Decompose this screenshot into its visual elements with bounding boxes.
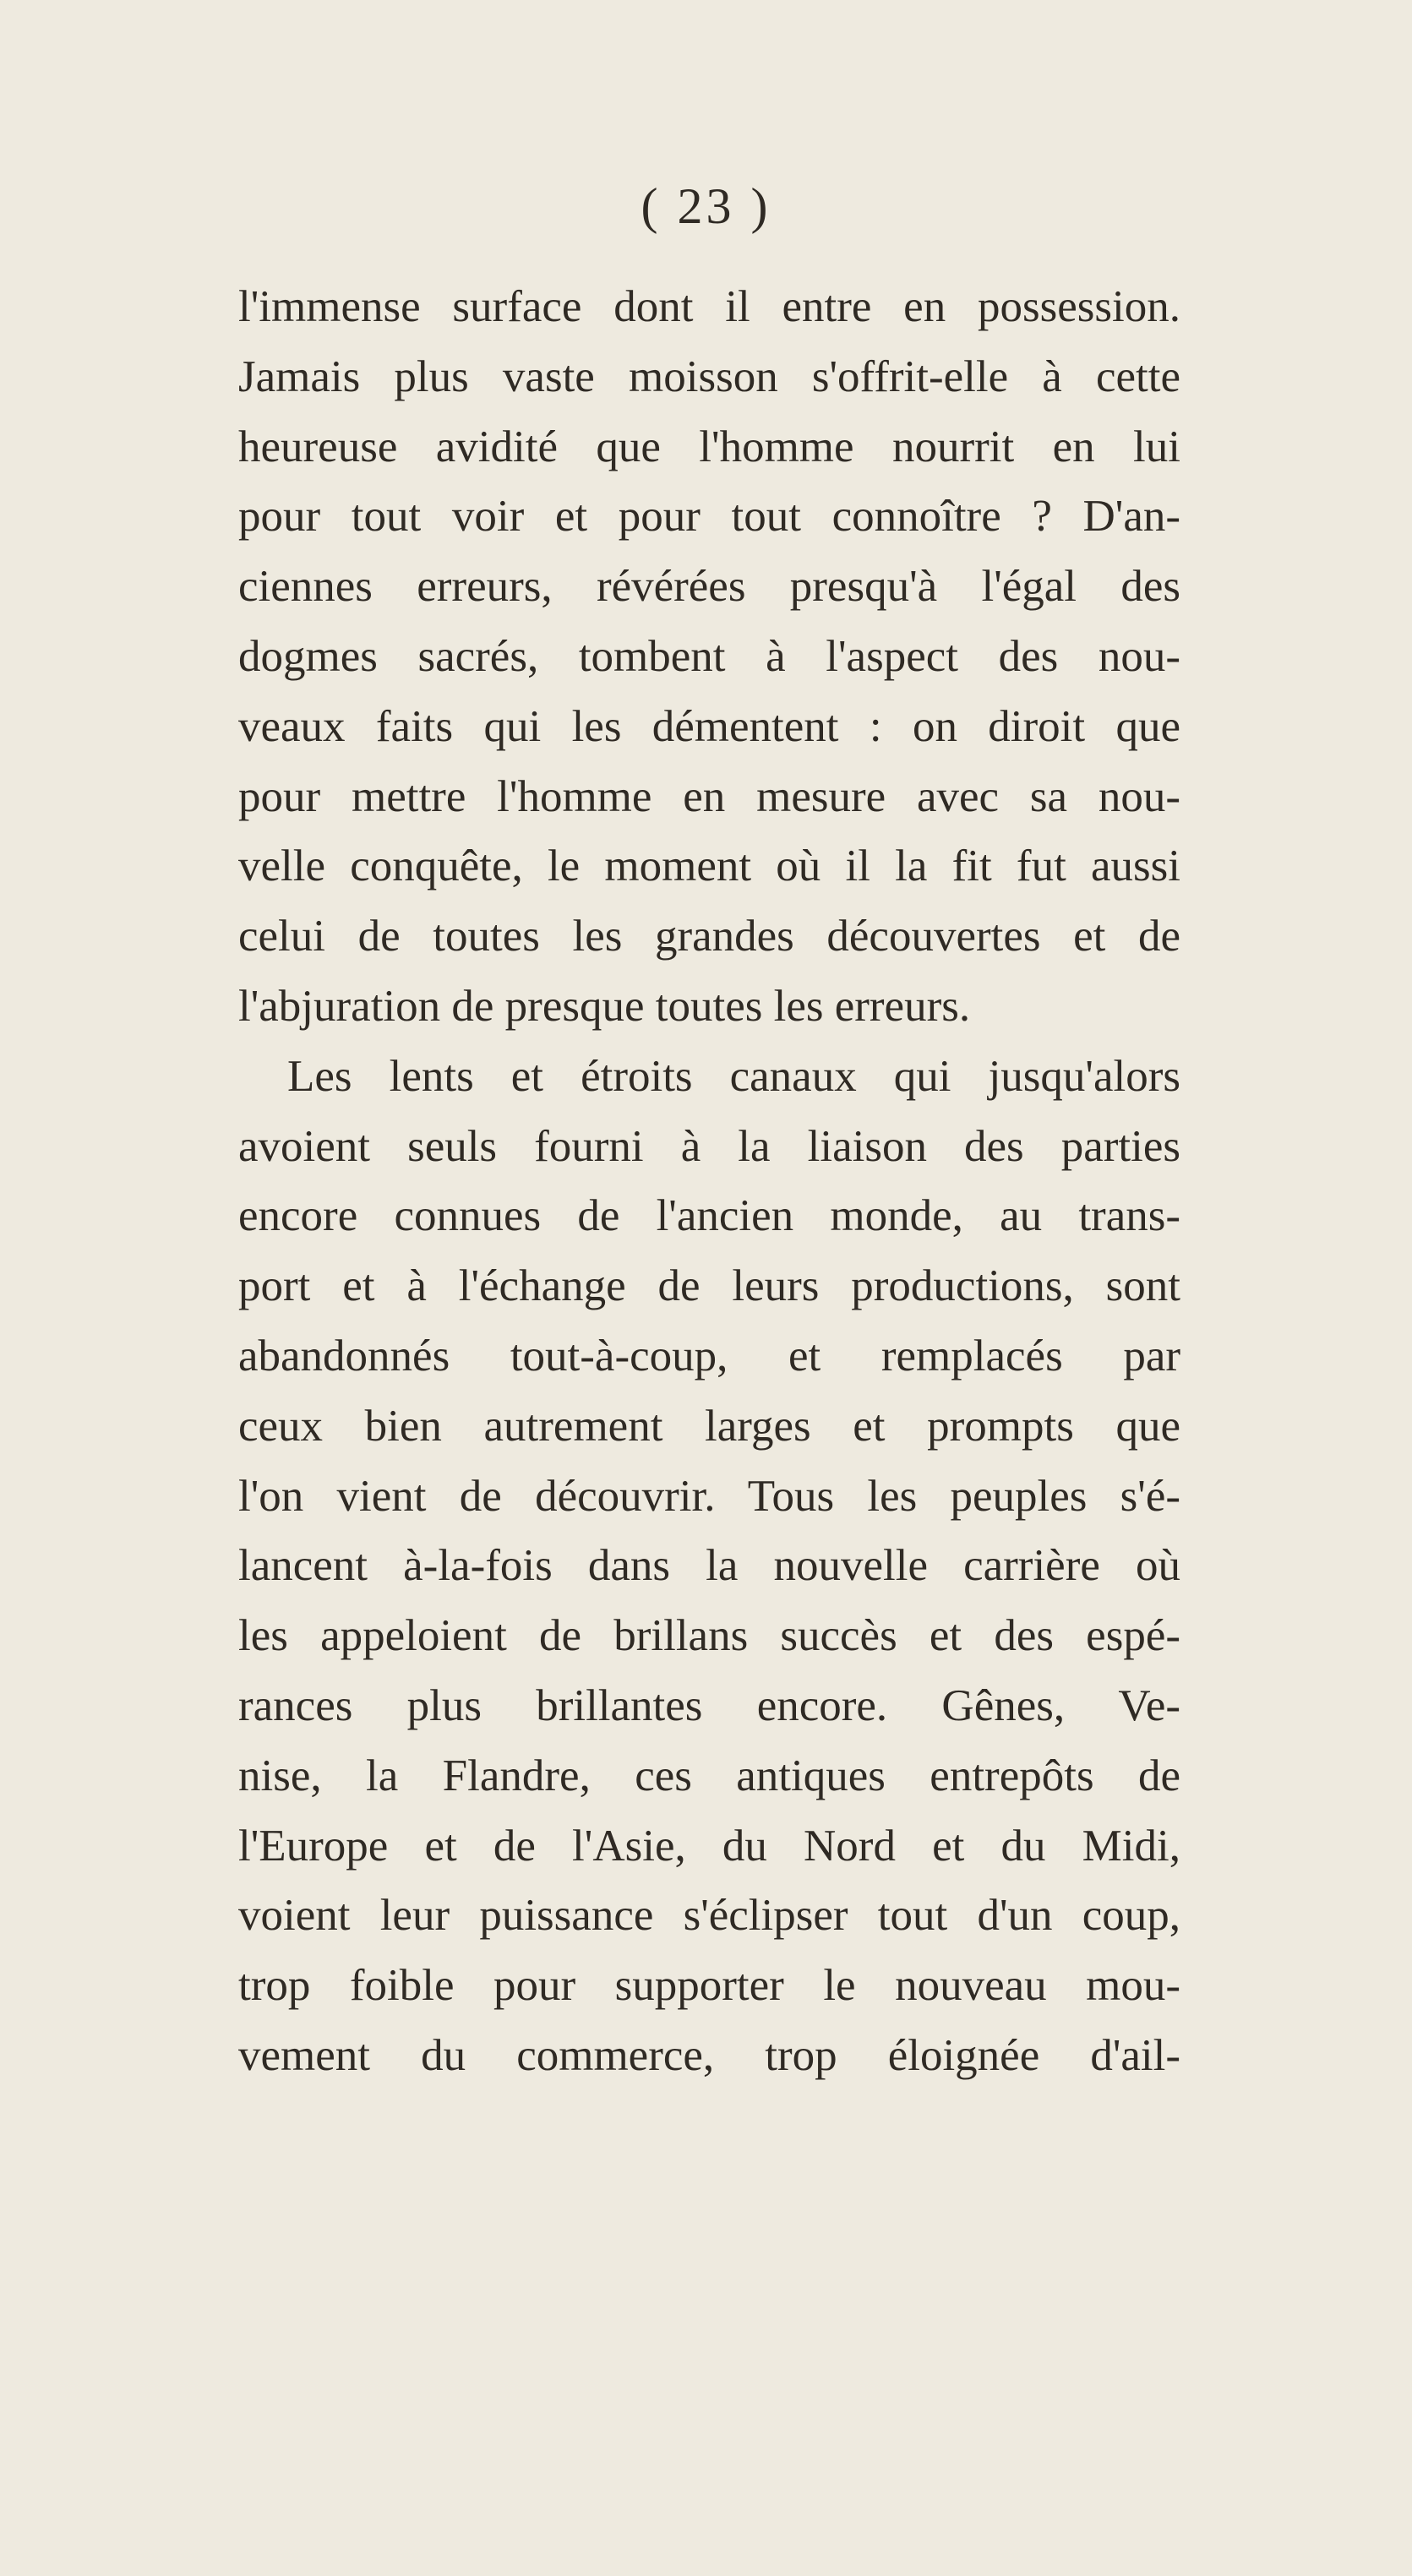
page-number: ( 23 ) — [641, 178, 771, 234]
text-line: veaux faits qui les démentent : on diroit que — [238, 701, 1180, 751]
text-line: trop foible pour supporter le nouveau mou- — [238, 1961, 1180, 2011]
text-line: avoient seuls fourni à la liaison des parties — [238, 1121, 1180, 1171]
text-line: l'Europe et de l'Asie, du Nord et du Midi, — [238, 1821, 1180, 1871]
text-line: dogmes sacrés, tombent à l'aspect des nou- — [238, 631, 1180, 681]
text-line: abandonnés tout-à-coup, et remplacés par — [238, 1331, 1180, 1381]
paragraph-2 — [238, 1042, 1180, 2161]
text-line: nise, la Flandre, ces antiques entrepôts de — [238, 1751, 1180, 1800]
text-line: l'immense surface dont il entre en possession. — [238, 282, 1180, 331]
text-line: ciennes erreurs, révérées presqu'à l'égal des — [238, 562, 1180, 612]
text-line: l'on vient de découvrir. Tous les peuples s'é- — [238, 1471, 1180, 1521]
text-line: velle conquête, le moment où il la fit fut aussi — [238, 841, 1180, 891]
page-body — [238, 272, 1180, 2161]
text-line: celui de toutes les grandes découvertes et de — [238, 912, 1180, 961]
text-line: rances plus brillantes encore. Gênes, Ve- — [238, 1680, 1180, 1730]
text-line: pour mettre l'homme en mesure avec sa nou- — [238, 771, 1180, 821]
text-line: port et à l'échange de leurs productions, sont — [238, 1261, 1180, 1311]
text-line: ceux bien autrement larges et prompts que — [238, 1401, 1180, 1451]
text-line: vement du commerce, trop éloignée d'ail- — [238, 2030, 1180, 2080]
text-line: pour tout voir et pour tout connoître ? D'an- — [238, 492, 1180, 542]
paragraph-1 — [238, 272, 1180, 1042]
text-line: l'abjuration de presque toutes les erreurs. — [238, 981, 971, 1031]
text-line: voient leur puissance s'éclipser tout d'un coup, — [238, 1891, 1180, 1941]
text-line: lancent à-la-fois dans la nouvelle carrière où — [238, 1541, 1180, 1591]
text-line: Les lents et étroits canaux qui jusqu'alors — [287, 1051, 1180, 1101]
text-line: heureuse avidité que l'homme nourrit en lui — [238, 422, 1180, 471]
text-line — [238, 2091, 1180, 2161]
text-line: Jamais plus vaste moisson s'offrit-elle à cette — [238, 351, 1180, 401]
text-line: les appeloient de brillans succès et des espé- — [238, 1611, 1180, 1661]
text-line: encore connues de l'ancien monde, au trans- — [238, 1191, 1180, 1241]
